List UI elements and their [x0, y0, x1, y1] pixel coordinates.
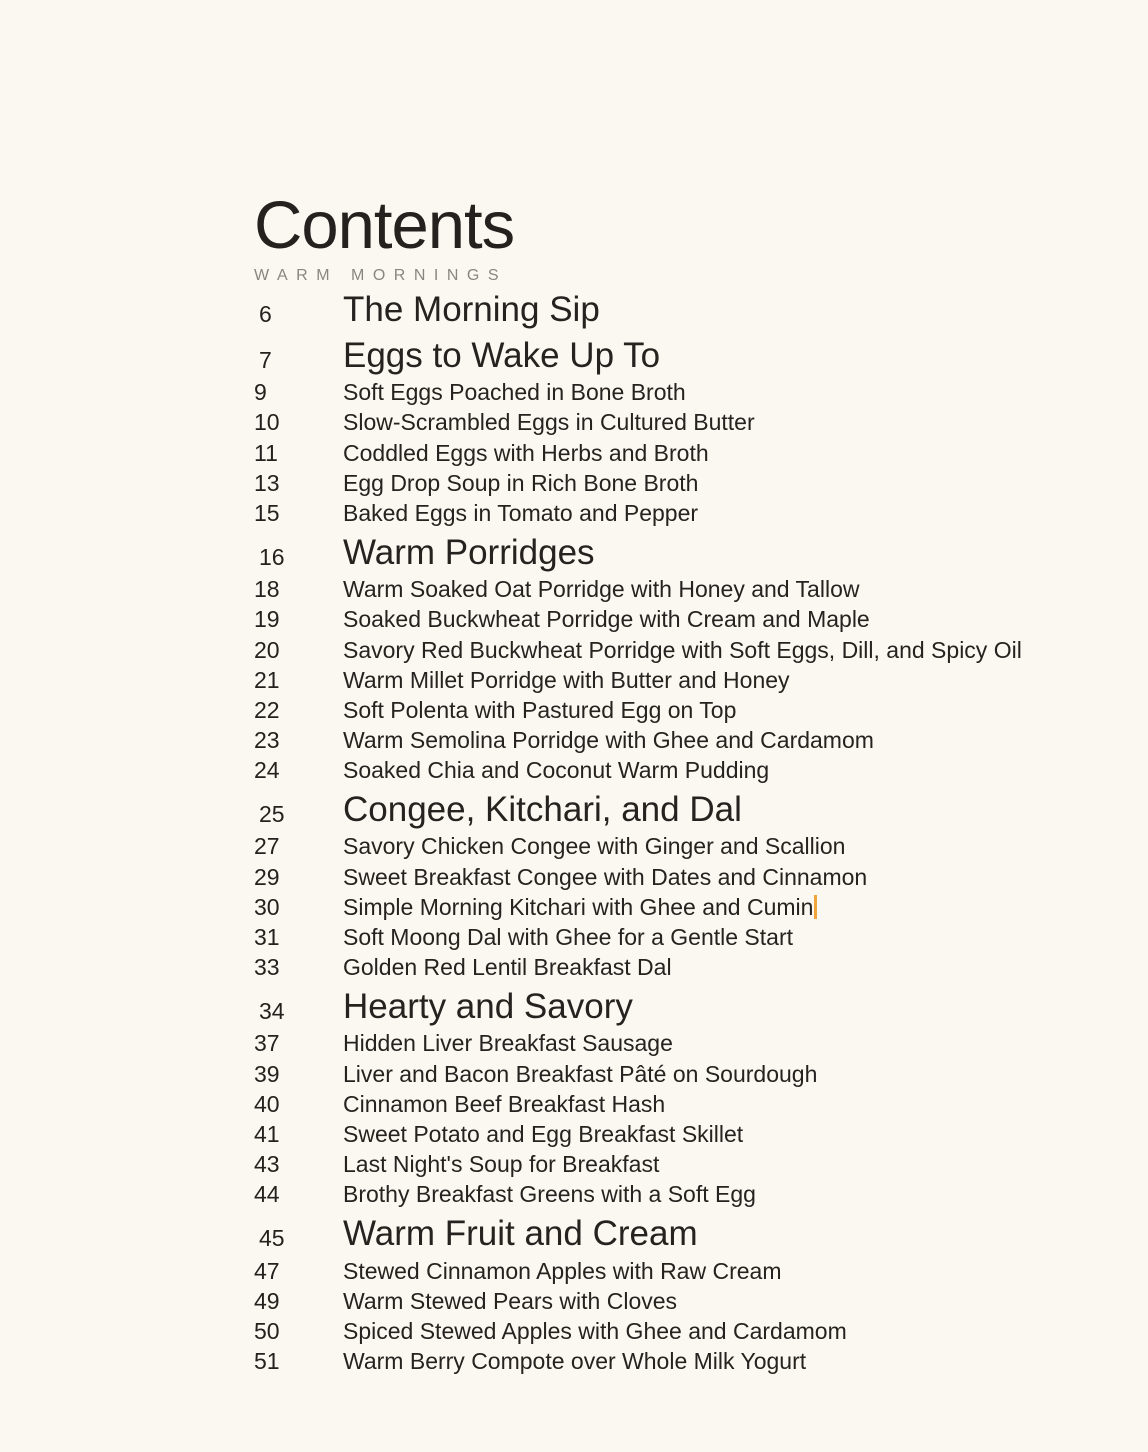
toc-entry-text: Warm Semolina Porridge with Ghee and Cardamom: [343, 727, 874, 754]
toc-page-number: 20: [254, 636, 280, 663]
toc-item-row[interactable]: [254, 573, 1134, 603]
toc-recipe-title: [343, 666, 790, 694]
toc-section-row[interactable]: [254, 288, 1134, 330]
toc-entry-text: Golden Red Lentil Breakfast Dal: [343, 954, 672, 981]
toc-recipe-title: [343, 1060, 817, 1088]
toc-section-row[interactable]: [254, 981, 1134, 1027]
toc-recipe-title: [343, 1150, 659, 1178]
toc-page-number: 47: [254, 1257, 280, 1284]
toc-recipe-title: [343, 575, 859, 603]
toc-entry-text: Sweet Potato and Egg Breakfast Skillet: [343, 1120, 744, 1147]
toc-page-number: 19: [254, 606, 280, 633]
toc-entry-text: Sweet Breakfast Congee with Dates and Cinnamon: [343, 863, 868, 890]
toc-item-row[interactable]: [254, 1285, 1134, 1315]
toc-item-row[interactable]: [254, 376, 1134, 406]
toc-entry-text: Warm Millet Porridge with Butter and Honey: [343, 666, 790, 693]
toc-entry-text: Warm Stewed Pears with Cloves: [343, 1287, 678, 1314]
toc-page-number: 50: [254, 1317, 280, 1344]
toc-item-row[interactable]: [254, 603, 1134, 633]
toc-entry-text: Baked Eggs in Tomato and Pepper: [343, 499, 699, 526]
toc-item-row[interactable]: [254, 694, 1134, 724]
toc-section-title: [343, 790, 742, 830]
toc-item-row[interactable]: [254, 724, 1134, 754]
toc-recipe-title: [343, 756, 769, 784]
toc-recipe-title: [343, 378, 686, 406]
toc-entry-text: Egg Drop Soup in Rich Bone Broth: [343, 469, 699, 496]
toc-entry-text: Spiced Stewed Apples with Ghee and Cardamom: [343, 1317, 847, 1344]
toc-recipe-title: [343, 1120, 743, 1148]
toc-item-row[interactable]: [254, 951, 1134, 981]
toc-item-row[interactable]: [254, 467, 1134, 497]
toc-page-number: 43: [254, 1151, 280, 1178]
toc-recipe-title: [343, 1287, 677, 1315]
toc-entry-text: Eggs to Wake Up To: [343, 336, 661, 375]
toc-entry-text: Soft Polenta with Pastured Egg on Top: [343, 696, 737, 723]
toc-page-number: 51: [254, 1348, 280, 1375]
toc-page-number: 25: [259, 801, 285, 828]
toc-recipe-title: [343, 1317, 847, 1345]
contents-page: [254, 190, 1134, 1375]
toc-entry-text: Savory Red Buckwheat Porridge with Soft Eggs, Dill, and Spicy Oil: [343, 636, 1022, 663]
toc-section-row[interactable]: [254, 527, 1134, 573]
toc-page-number: 21: [254, 666, 280, 693]
toc-item-row[interactable]: [254, 633, 1134, 663]
toc-recipe-title: [343, 408, 755, 436]
toc-item-row[interactable]: [254, 830, 1134, 860]
toc-section-title: [343, 1214, 698, 1254]
toc-page-number: 6: [259, 301, 272, 327]
section-subtitle: WARM MORNINGS: [254, 267, 508, 284]
toc-page-number: 18: [254, 576, 280, 603]
toc-recipe-title: [343, 863, 867, 891]
toc-page-number: 39: [254, 1060, 280, 1087]
toc-entry-text: Hidden Liver Breakfast Sausage: [343, 1030, 673, 1057]
toc-recipe-title: [343, 499, 698, 527]
toc-page-number: 41: [254, 1120, 280, 1147]
toc-page-number: 45: [259, 1225, 285, 1252]
toc-recipe-title: [343, 469, 698, 497]
toc-recipe-title: [343, 636, 1022, 664]
toc-entry-text: Soaked Buckwheat Porridge with Cream and Maple: [343, 606, 870, 633]
toc-section-title: [343, 533, 595, 573]
toc-page-number: 9: [254, 379, 267, 406]
toc-entry-text: Warm Fruit and Cream: [343, 1214, 698, 1254]
table-of-contents: [254, 288, 1134, 1375]
toc-page-number: 24: [254, 757, 280, 784]
toc-entry-text: Slow-Scrambled Eggs in Cultured Butter: [343, 409, 755, 436]
toc-recipe-title: [343, 605, 870, 633]
toc-entry-text: Congee, Kitchari, and Dal: [343, 790, 742, 830]
toc-recipe-title: [343, 1029, 673, 1057]
toc-item-row[interactable]: [254, 860, 1134, 890]
toc-section-row[interactable]: [254, 784, 1134, 830]
toc-section-title: [343, 290, 600, 330]
toc-item-row[interactable]: [254, 754, 1134, 784]
toc-section-row[interactable]: [254, 330, 1134, 376]
toc-recipe-title: [343, 1090, 665, 1118]
toc-item-row[interactable]: [254, 1345, 1134, 1375]
toc-entry-text: Liver and Bacon Breakfast Pâté on Sourdough: [343, 1060, 818, 1087]
toc-recipe-title: [343, 696, 736, 724]
toc-item-row[interactable]: [254, 1178, 1134, 1208]
toc-page-number: 15: [254, 499, 280, 526]
toc-entry-text: Savory Chicken Congee with Ginger and Scallion: [343, 833, 846, 860]
toc-page-number: 33: [254, 954, 280, 981]
toc-item-row[interactable]: [254, 1057, 1134, 1087]
toc-entry-text: Cinnamon Beef Breakfast Hash: [343, 1090, 666, 1117]
toc-item-row[interactable]: [254, 1118, 1134, 1148]
toc-item-row[interactable]: [254, 436, 1134, 466]
toc-page-number: 27: [254, 833, 280, 860]
toc-entry-text: Warm Porridges: [343, 532, 595, 572]
toc-section-title: [343, 336, 660, 376]
toc-item-row[interactable]: [254, 664, 1134, 694]
toc-entry-text: The Morning Sip: [343, 290, 600, 329]
toc-page-number: 10: [254, 409, 280, 436]
toc-entry-text: Soft Moong Dal with Ghee for a Gentle Start: [343, 924, 794, 950]
toc-recipe-title: [343, 1257, 781, 1285]
toc-item-row[interactable]: [254, 921, 1134, 951]
toc-page-number: 30: [254, 893, 280, 920]
toc-recipe-title: [343, 923, 793, 951]
toc-entry-text: Stewed Cinnamon Apples with Raw Cream: [343, 1257, 782, 1284]
toc-page-number: 7: [259, 347, 272, 373]
toc-page-number: 11: [254, 439, 278, 466]
toc-recipe-title: [343, 953, 672, 981]
toc-item-row[interactable]: [254, 1027, 1134, 1057]
toc-recipe-title: [343, 439, 709, 467]
toc-entry-text: Hearty and Savory: [343, 987, 633, 1027]
toc-page-number: 49: [254, 1287, 280, 1314]
toc-page-number: 31: [254, 924, 280, 950]
toc-entry-text: Simple Morning Kitchari with Ghee and Cumin: [343, 893, 814, 920]
toc-recipe-title: [343, 832, 845, 860]
toc-page-number: 34: [259, 998, 285, 1025]
page-title: Contents: [254, 188, 515, 263]
toc-entry-text: Warm Berry Compote over Whole Milk Yogurt: [343, 1348, 807, 1375]
text-cursor-caret: [814, 895, 817, 919]
toc-page-number: 16: [259, 543, 285, 570]
toc-item-row[interactable]: [254, 891, 1134, 921]
toc-entry-text: Soaked Chia and Coconut Warm Pudding: [343, 757, 770, 784]
toc-item-row[interactable]: [254, 1254, 1134, 1284]
toc-section-title: [343, 987, 633, 1027]
toc-page-number: 37: [254, 1030, 280, 1057]
toc-page-number: 44: [254, 1181, 280, 1208]
toc-page-number: 22: [254, 696, 280, 723]
toc-page-number: 40: [254, 1090, 280, 1117]
toc-entry-text: Coddled Eggs with Herbs and Broth: [343, 439, 709, 466]
toc-section-row[interactable]: [254, 1208, 1134, 1254]
toc-recipe-title: [343, 726, 874, 754]
toc-entry-text: Warm Soaked Oat Porridge with Honey and Tallow: [343, 576, 860, 603]
toc-item-row[interactable]: [254, 1315, 1134, 1345]
toc-entry-text: Soft Eggs Poached in Bone Broth: [343, 379, 686, 406]
toc-recipe-title: [343, 893, 817, 921]
toc-page-number: 23: [254, 727, 280, 754]
toc-page-number: 29: [254, 863, 280, 890]
toc-item-row[interactable]: [254, 1148, 1134, 1178]
toc-recipe-title: [343, 1180, 756, 1208]
toc-page-number: 13: [254, 469, 280, 496]
toc-item-row[interactable]: [254, 1088, 1134, 1118]
toc-recipe-title: [343, 1347, 806, 1375]
toc-entry-text: Brothy Breakfast Greens with a Soft Egg: [343, 1181, 756, 1208]
toc-item-row[interactable]: [254, 406, 1134, 436]
toc-item-row[interactable]: [254, 497, 1134, 527]
toc-entry-text: Last Night's Soup for Breakfast: [343, 1151, 660, 1178]
